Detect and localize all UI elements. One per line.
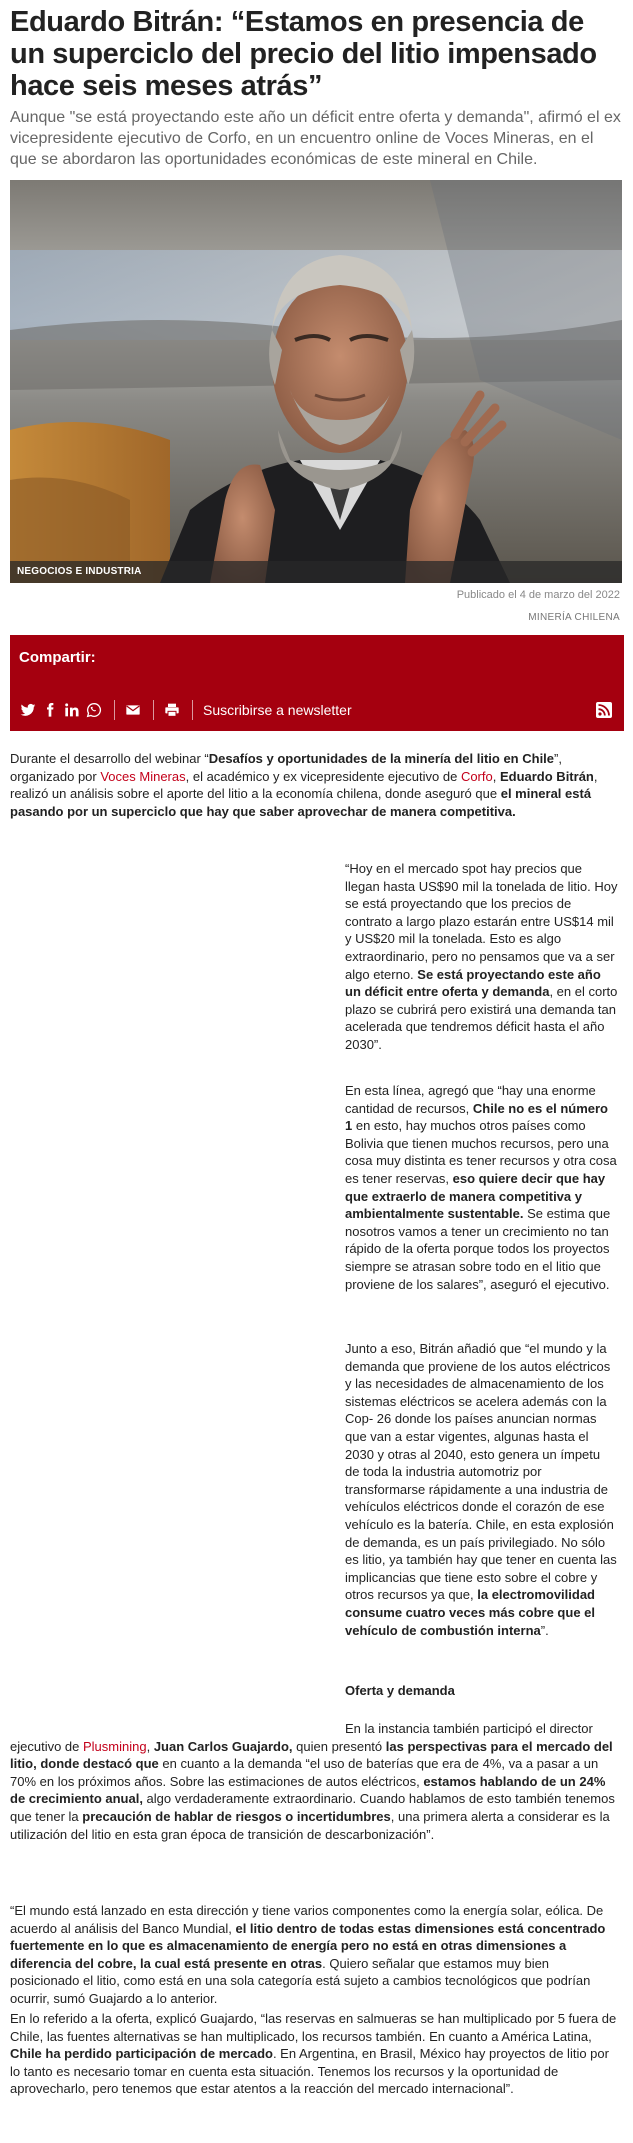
whatsapp-icon[interactable] xyxy=(84,700,104,720)
text: , una primera alerta a considerar es la utilización del litio en esta gran época de transición de descarbonización”. xyxy=(10,1808,610,1842)
text: . En Argentina, en Brasil, México hay proyectos de litio por lo tanto es necesario tomar en cuenta esta situación. Tenemos los recursos y la oportunidad de aprovecharlo, pero tenemos que estar atentos a la reacción del mercado internacional”. xyxy=(10,2046,609,2097)
email-icon[interactable] xyxy=(123,700,143,720)
paragraph-quote-prices xyxy=(345,860,618,1054)
highlight-text: las perspectivas para el mercado del litio, donde destacó que xyxy=(10,1738,613,1772)
text: . Quiero señalar que estamos muy bien posicionado el litio, como está en una sola categoría está sujeto a cambios tecnológicos que podrían ocurrir, sumó Guajardo a lo anterior. xyxy=(10,1955,591,2006)
paragraph-resources xyxy=(345,1082,618,1293)
text: , xyxy=(492,768,500,784)
text: en cuanto a la demanda “el uso de baterías que era de 4%, va a pasar a un 70% en los próximos años. Sobre las estimaciones de autos eléctricos, xyxy=(10,1756,599,1789)
twitter-icon[interactable] xyxy=(18,700,38,720)
article-subtitle: Aunque "se está proyectando este año un déficit entre oferta y demanda", afirmó el ex vicepresidente ejecutivo de Corfo, en un encuentro online de Voces Mineras, en el que se abordaron las oportunidades económicas de este mineral en Chile. xyxy=(10,109,621,168)
share-title: Compartir: xyxy=(19,649,96,666)
text: Junto a eso, Bitrán añadió que “el mundo y la demanda que proviene de los autos eléctricos y las necesidades de almacenamiento de los sistemas eléctricos se acelera además con la Cop- 26 donde los países anuncian normas que van a estar vigentes, algunas hasta el 2030 y otras al 2040, esto genera un ímpetu de toda la industria automotriz por transformarse rápidamente a una industria de vehículos eléctricos donde el corazón de ese vehículo es la batería. Chile, en esta explosión de demanda, es un país privilegiado. No sólo es litio, ya también hay que tener en cuenta las implicancias que tiene esto sobre el cobre y otros recursos ya que, xyxy=(345,1341,617,1603)
highlight-text: el litio dentro de todas estas dimensiones está concentrado fuertemente en lo que es almacenamiento de energía pero no está en otras dimensiones a diferencia del cobre, la cual está presente en otras xyxy=(10,1920,606,1971)
share-actions xyxy=(18,697,352,723)
text: , el académico y ex vicepresidente ejecutivo de xyxy=(185,768,461,784)
source-label: MINERÍA CHILENA xyxy=(528,612,620,623)
category-tag[interactable]: NEGOCIOS E INDUSTRIA xyxy=(10,561,622,583)
highlight-text: la electromovilidad consume cuatro veces más cobre que el vehículo de combustión interna xyxy=(345,1587,595,1638)
highlight-text: precaución de hablar de riesgos o incertidumbres xyxy=(82,1808,391,1824)
paragraph-intro xyxy=(10,750,618,820)
text: , en el corto plazo se cubrirá pero existirá una demanda tan acelerada que tendremos déficit hasta el año 2030”. xyxy=(345,984,618,1052)
highlight-text: Chile no es el número 1 xyxy=(345,1100,608,1134)
text: , realizó un análisis sobre el aporte del litio a la economía chilena, donde aseguró que xyxy=(10,768,598,802)
text: Durante el desarrollo del webinar “ xyxy=(10,751,209,766)
voces-mineras-link[interactable]: Voces Mineras xyxy=(100,768,186,784)
newsletter-link[interactable]: Suscribirse a newsletter xyxy=(203,702,352,718)
linkedin-icon[interactable] xyxy=(62,700,82,720)
paragraph-demand xyxy=(345,1340,618,1639)
text: En la instancia también participó el director ejecutivo de xyxy=(10,1721,593,1754)
divider xyxy=(153,700,154,720)
divider xyxy=(192,700,193,720)
article-title: Eduardo Bitrán: “Estamos en presencia de un superciclo del precio del litio impensado hace seis meses atrás” xyxy=(10,6,597,102)
text: en esto, hay muchos otros países como Bolivia que tienen muchos recursos, pero una cosa muy distinta es tener recursos y otra cosa es tener reservas, xyxy=(345,1118,617,1186)
text: Se estima que nosotros vamos a tener un crecimiento no tan rápido de la oferta porque todos los proyectos siempre se atrasan sobre todo en el litio que proviene de los salares”, aseguró el ejecutivo. xyxy=(345,1206,611,1292)
print-icon[interactable] xyxy=(162,700,182,720)
portrait-photo xyxy=(10,180,622,583)
highlight-text: estamos hablando de un 24% de crecimiento anual, xyxy=(10,1773,606,1807)
paragraph-supply xyxy=(10,2010,618,2098)
divider xyxy=(114,700,115,720)
text: quien presentó xyxy=(292,1738,386,1754)
subheading-oferta-demanda: Oferta y demanda xyxy=(345,1683,455,1698)
corfo-link[interactable]: Corfo xyxy=(460,768,493,784)
share-bar xyxy=(10,635,624,731)
highlight-text: el mineral está pasando por un superciclo que hay que saber aprovechar de manera competitiva. xyxy=(10,786,592,819)
paragraph-world-bank xyxy=(10,1902,618,2008)
text: ”. xyxy=(540,1622,549,1638)
rss-icon[interactable] xyxy=(596,702,612,718)
text: “El mundo está lanzado en esta dirección y tiene varios componentes como la energía solar, eólica. De acuerdo al análisis del Banco Mundial, xyxy=(10,1903,604,1936)
highlight-text: Chile ha perdido participación de mercado xyxy=(10,2046,273,2062)
text: , xyxy=(146,1738,154,1754)
text: ”, organizado por xyxy=(10,751,562,784)
speaker-name: Juan Carlos Guajardo, xyxy=(153,1738,293,1754)
text: En lo referido a la oferta, explicó Guajardo, “las reservas en salmueras se han multiplicado por 5 fuera de Chile, las fuentes alternativas se han multiplicado, los recursos también. En cuanto a América Latina, xyxy=(10,2011,617,2044)
speaker-name: Eduardo Bitrán xyxy=(499,768,594,784)
highlight-text: Se está proyectando este año un déficit entre oferta y demanda xyxy=(345,966,601,1000)
facebook-icon[interactable] xyxy=(40,700,60,720)
text: algo verdaderamente extraordinario. Cuando hablamos de esto también tenemos que tener la xyxy=(10,1791,615,1824)
text: En esta línea, agregó que “hay una enorme cantidad de recursos, xyxy=(345,1083,596,1116)
paragraph-guajardo xyxy=(10,1720,618,1843)
highlight-text: eso quiere decir que hay que extraerlo de manera competitiva y ambientalmente sustentable. xyxy=(345,1170,606,1222)
webinar-name: Desafíos y oportunidades de la minería del litio en Chile xyxy=(208,751,555,766)
plusmining-link[interactable]: Plusmining xyxy=(83,1738,147,1754)
hero-image xyxy=(10,180,622,583)
publish-date: Publicado el 4 de marzo del 2022 xyxy=(456,589,620,601)
text: “Hoy en el mercado spot hay precios que llegan hasta US$90 mil la tonelada de litio. Hoy se está proyectando que los precios de contrato a largo plazo estarán entre US$14 mil y US$20 mil la tonelada. Esto es algo extraordinario, pero no pensamos que va a ser algo eterno. xyxy=(345,861,618,982)
